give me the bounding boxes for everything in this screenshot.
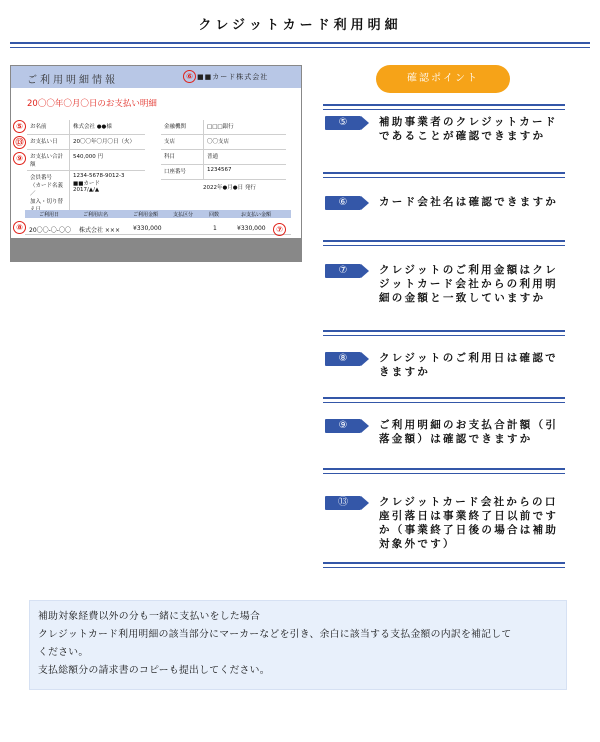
issue-date: 2022年●月●日 発行 <box>203 185 256 191</box>
note-line: 補助対象経費以外の分も一緒に支払いをした場合 <box>38 611 261 622</box>
callout-9: ⑨ <box>13 152 26 165</box>
table-row: お名前 株式会社 ●●様 <box>27 120 145 135</box>
arrow-icon <box>361 496 369 510</box>
table-row: 口座番号 1234567 <box>161 165 286 180</box>
table-row: お支払い日 20〇〇年〇月〇日（火） <box>27 135 145 150</box>
point-badge: ⑨ <box>325 419 361 433</box>
divider <box>323 330 565 336</box>
point-badge: ⑦ <box>325 264 361 278</box>
arrow-icon <box>361 196 369 210</box>
bank-info-table <box>161 120 286 180</box>
callout-7: ⑦ <box>273 223 286 236</box>
statement-title: ご利用明細情報 <box>27 75 118 86</box>
note-line: クレジットカード利用明細の該当部分にマーカーなどを引き、余白に該当する支払金額の内訳を補記して <box>38 629 512 640</box>
arrow-icon <box>361 352 369 366</box>
arrow-icon <box>361 264 369 278</box>
point-text: クレジットのご利用日は確認できますか <box>379 352 558 378</box>
table-row: 支店 〇〇支店 <box>161 135 286 150</box>
holder-info-table <box>27 120 145 216</box>
point-text: クレジットカード会社からの口座引落日は事業終了日以前ですか（事業終了日後の場合は補助対象外です） <box>379 496 559 550</box>
usage-table-header: ご利用日 ご利用店名 ご利用金額 支払区分 回数 お支払い金額 <box>25 210 291 218</box>
divider <box>323 172 565 178</box>
point-badge: ⑧ <box>325 352 361 366</box>
table-row: 会員番号 （カード名義／ 加入・切り替 1234-5678-9012-3 ■■カード 2017/▲/▲ <box>27 171 145 216</box>
check-point-13 <box>323 468 565 568</box>
arrow-icon <box>361 419 369 433</box>
divider <box>323 104 565 110</box>
check-point-6 <box>323 172 565 232</box>
point-text: クレジットのご利用金額はクレジットカード会社からの利用明細の金額と一致していますか <box>379 264 558 304</box>
divider <box>323 240 565 246</box>
statement-header <box>11 66 301 88</box>
statement-footer-band <box>11 238 301 261</box>
check-points-label: 確認ポイント <box>376 65 510 93</box>
point-text: カード会社名は確認できますか <box>379 196 559 208</box>
callout-8: ⑧ <box>13 221 26 234</box>
callout-5: ⑤ <box>13 120 26 133</box>
point-text: 補助事業者のクレジットカードであることが確認できますか <box>379 116 558 142</box>
table-row: 金融機関 □□□銀行 <box>161 120 286 135</box>
statement-subtitle: 20〇〇年〇月〇日のお支払い明細 <box>27 99 157 109</box>
points-bottom-divider <box>323 562 565 566</box>
card-company-name: ■■カード株式会社 <box>197 73 269 81</box>
divider <box>323 397 565 403</box>
check-point-8 <box>323 330 565 390</box>
note-line: ください。 <box>38 647 89 658</box>
arrow-icon <box>361 116 369 130</box>
check-point-5 <box>323 104 565 164</box>
point-text: ご利用明細のお支払合計額（引落金額）は確認できますか <box>379 419 559 445</box>
point-badge: ⑬ <box>325 496 361 510</box>
divider <box>323 468 565 474</box>
point-badge: ⑤ <box>325 116 361 130</box>
table-row: 科目 普通 <box>161 150 286 165</box>
note-line: 支払総額分の請求書のコピーも提出してください。 <box>38 665 270 676</box>
callout-13: ⑬ <box>13 136 26 149</box>
title-divider <box>10 42 590 48</box>
page-title: クレジットカード利用明細 <box>198 18 402 33</box>
check-point-9 <box>323 397 565 467</box>
point-badge: ⑥ <box>325 196 361 210</box>
usage-table-row: 20〇〇-〇-〇〇 株式会社 ××× ¥330,000 1 ¥330,000 ⑦ <box>25 222 291 235</box>
table-row: お支払い合計額 540,000 円 <box>27 150 145 171</box>
check-point-7 <box>323 240 565 336</box>
statement-sample <box>10 65 302 262</box>
callout-6: ⑥ <box>183 70 196 83</box>
note-box <box>29 600 567 690</box>
